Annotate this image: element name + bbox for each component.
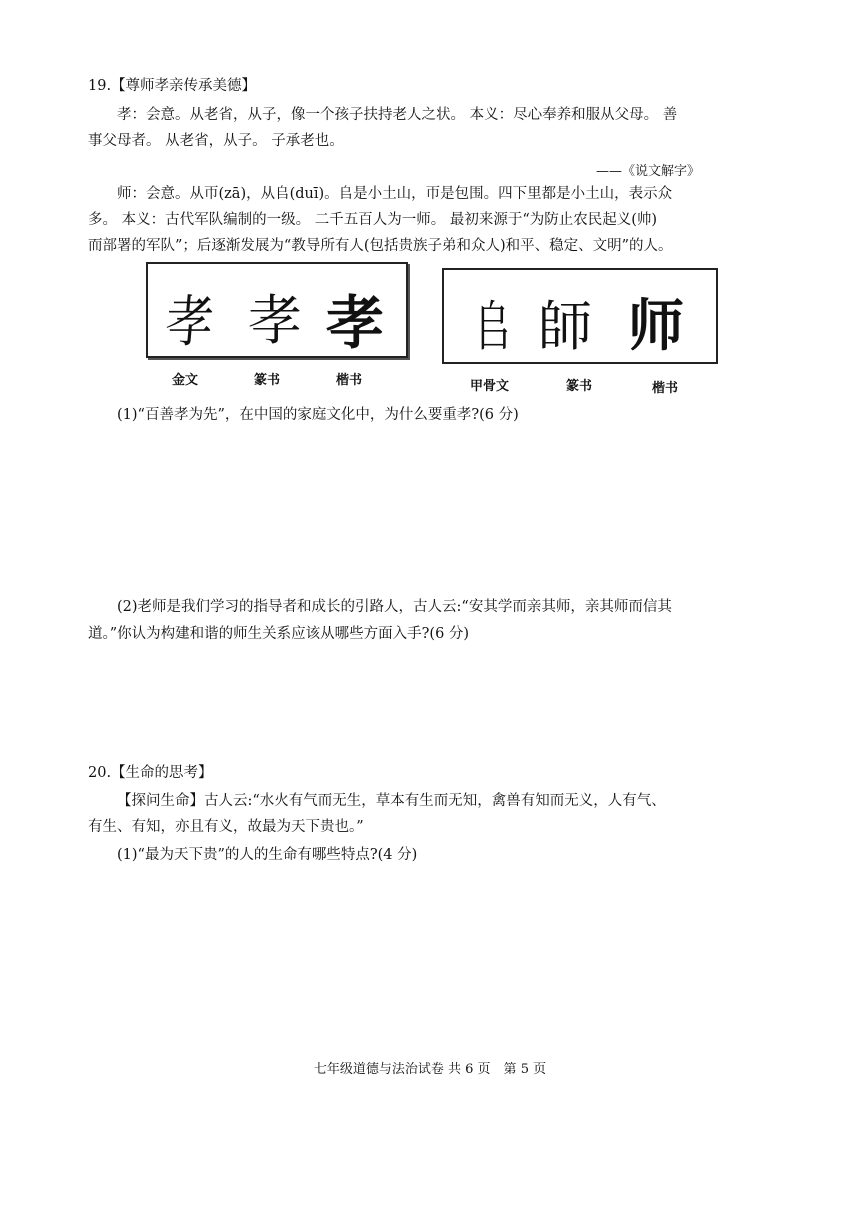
xiao-bronze-glyph: 孝 [162,290,217,355]
xiao-evolution-figure [146,262,408,358]
q19-subquestion-2-line-1: (2)老师是我们学习的指导者和成长的引路人，古人云:“安其学而亲其师，亲其师而信其 [117,599,672,615]
q19-shi-line-2: 多。 本义：古代军队编制的一级。 二千五百人为一师。 最初来源于“为防止农民起义(帅) [88,212,658,228]
q19-subquestion-2-line-2: 道。”你认为构建和谐的师生关系应该从哪些方面入手?(6 分) [88,626,470,642]
q19-heading: 19.【尊师孝亲传承美德】 [88,78,257,94]
q20-line-1: 【探问生命】古人云:“水火有气而无生，草本有生而无知，禽兽有知而无义，人有气、 [117,793,666,809]
q20-heading: 20.【生命的思考】 [88,765,213,781]
xiao-caption-bronze: 金文 [172,373,199,388]
q20-line-2: 有生、有知，亦且有义，故最为天下贵也。” [88,819,364,835]
xiao-seal-glyph: 孝 [248,289,302,352]
shi-caption-seal: 篆书 [566,379,593,394]
xiao-caption-regular: 楷书 [336,373,363,388]
q19-xiao-line-1: 孝：会意。从老省，从子，像一个孩子扶持老人之状。 本义：尽心奉养和服从父母。 善 [117,107,678,123]
shi-seal-glyph: 師 [538,295,592,358]
xiao-caption-seal: 篆书 [254,373,281,388]
shi-caption-oracle: 甲骨文 [470,379,510,394]
q19-shi-line-1: 师：会意。从帀(zā)，从𠂤(duī)。𠂤是小土山，帀是包围。四下里都是小土山，表示众 [117,186,673,202]
q19-subquestion-1: (1)“百善孝为先”，在中国的家庭文化中，为什么要重孝?(6 分) [117,407,519,423]
q19-shi-line-3: 而部署的军队”；后逐渐发展为“教导所有人(包括贵族子弟和众人)和平、稳定、文明”的人。 [88,238,673,254]
q20-subquestion-1: (1)“最为天下贵”的人的生命有哪些特点?(4 分) [117,847,418,863]
page-footer: 七年级道德与法治试卷 共 6 页 第 5 页 [313,1062,547,1077]
q19-source: ——《说文解字》 [596,164,701,179]
shi-caption-regular: 楷书 [652,381,679,396]
xiao-regular-glyph: 孝 [326,289,385,357]
shi-oracle-glyph: 𠂤 [474,295,512,358]
q19-xiao-line-2: 事父母者。 从老省，从子。 子承老也。 [88,133,344,149]
shi-regular-glyph: 师 [628,294,684,359]
shi-evolution-figure [442,268,718,364]
